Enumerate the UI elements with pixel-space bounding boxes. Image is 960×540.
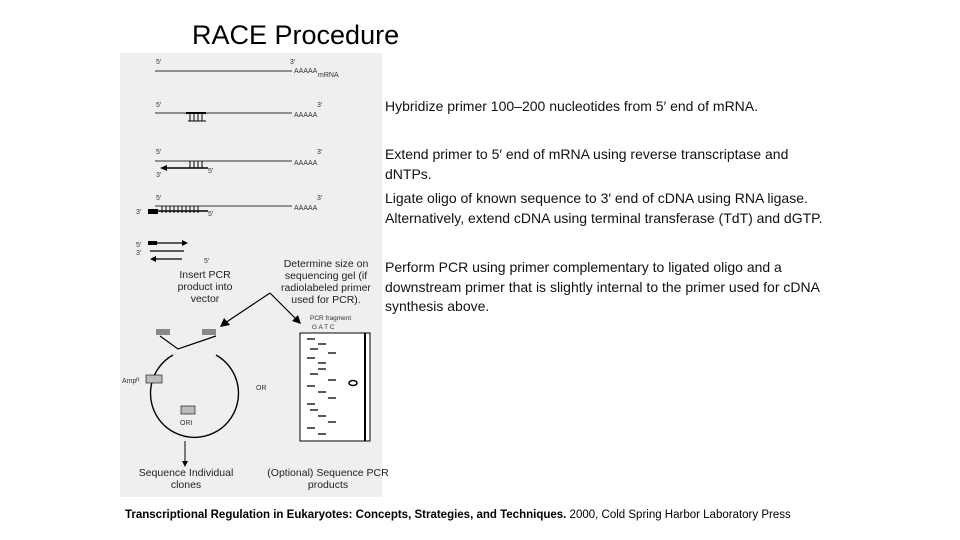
end3-label: 3′ bbox=[290, 59, 296, 66]
svg-text:5′: 5′ bbox=[136, 242, 142, 249]
extend-diagram bbox=[155, 149, 323, 179]
ori-label: ORI bbox=[180, 420, 193, 427]
hybridize-diagram bbox=[155, 102, 323, 121]
svg-text:5′: 5′ bbox=[156, 149, 162, 156]
step-extend: Extend primer to 5′ end of mRNA using reverse transcriptase and dNTPs. bbox=[385, 146, 789, 182]
svg-text:3′: 3′ bbox=[156, 172, 162, 179]
citation bbox=[125, 509, 791, 521]
svg-text:5′: 5′ bbox=[208, 168, 214, 175]
svg-text:5′: 5′ bbox=[204, 258, 210, 265]
svg-text:PCR fragment: PCR fragment bbox=[310, 315, 352, 322]
svg-text:AAAAA: AAAAA bbox=[294, 112, 318, 119]
step-hybridize: Hybridize primer 100–200 nucleotides from 5′ end of mRNA. bbox=[385, 98, 759, 114]
sequence-products-label: (Optional) Sequence PCR products bbox=[267, 467, 389, 491]
svg-text:3′: 3′ bbox=[136, 209, 142, 216]
mrna-strand bbox=[155, 59, 339, 79]
svg-text:AAAAA: AAAAA bbox=[294, 160, 318, 167]
plasmid-vector bbox=[122, 329, 267, 437]
gatc-label: G A T C bbox=[312, 324, 335, 331]
ligate-diagram bbox=[136, 195, 323, 218]
end5-label: 5′ bbox=[156, 59, 162, 66]
step-ligate: Ligate oligo of known sequence to 3′ end of cDNA using RNA ligase. Alternatively, extend cDNA using terminal transferase (TdT) and dGTP. bbox=[385, 190, 823, 226]
citation-title: Transcriptional Regulation in Eukaryotes: Concepts, Strategies, and Techniques. bbox=[125, 509, 567, 521]
pcr-diagram bbox=[136, 240, 210, 265]
svg-text:AAAAA: AAAAA bbox=[294, 205, 318, 212]
insert-pcr-label: Insert PCR product into vector bbox=[177, 269, 233, 305]
citation-publisher: 2000, Cold Spring Harbor Laboratory Press bbox=[566, 509, 791, 521]
svg-text:5′: 5′ bbox=[208, 211, 214, 218]
page-title: RACE Procedure bbox=[192, 20, 400, 50]
sequencing-gel bbox=[300, 315, 370, 441]
or-label: OR bbox=[256, 385, 267, 392]
svg-text:3′: 3′ bbox=[317, 149, 323, 156]
svg-text:3′: 3′ bbox=[317, 195, 323, 202]
sequence-clones-label: Sequence Individual clones bbox=[138, 467, 234, 491]
determine-size-label: Determine size on sequencing gel (if radiolabeled primer used for PCR). bbox=[281, 258, 371, 306]
mrna-label: mRNA bbox=[318, 72, 339, 79]
svg-text:5′: 5′ bbox=[156, 195, 162, 202]
svg-text:5′: 5′ bbox=[156, 102, 162, 109]
race-figure bbox=[120, 53, 389, 497]
step-pcr: Perform PCR using primer complementary to ligated oligo and a downstream primer that is slightly internal to the primer used for cDNA synthesis above. bbox=[385, 259, 820, 314]
polya-label: AAAAA bbox=[294, 68, 318, 75]
svg-text:3′: 3′ bbox=[317, 102, 323, 109]
svg-text:3′: 3′ bbox=[136, 250, 142, 257]
amp-label: Ampᴿ bbox=[122, 378, 140, 385]
